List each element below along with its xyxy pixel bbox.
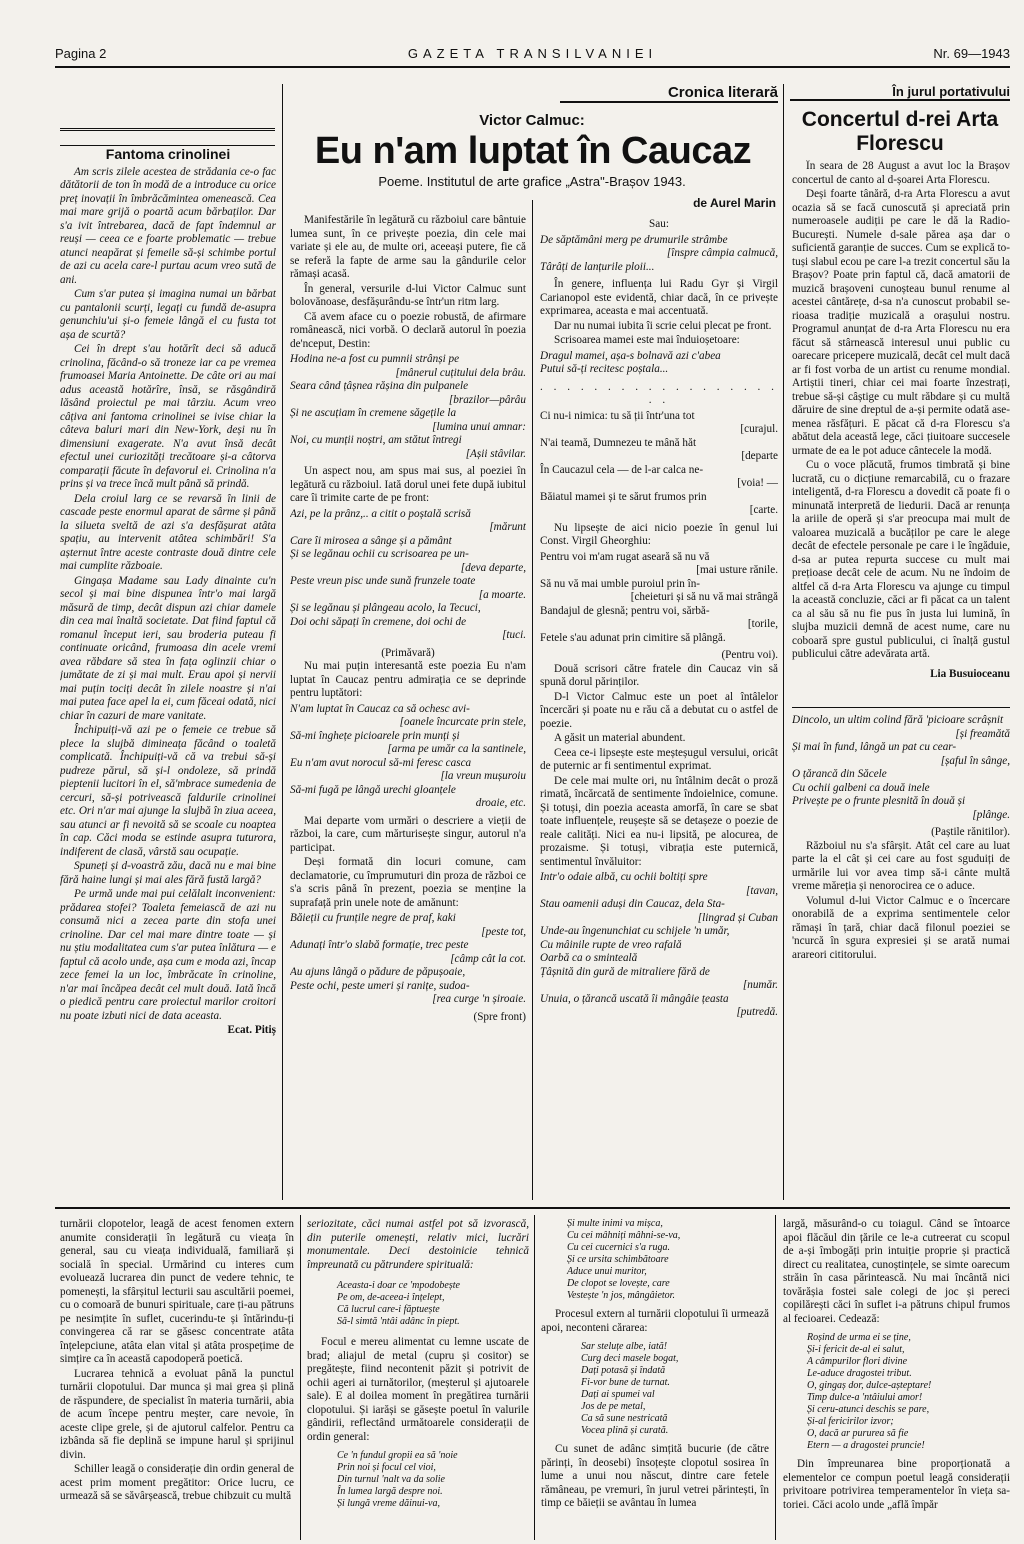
poem-excerpt: Dincolo, un ultim colind fără 'picioare scrâșnit [și freamătă Și mai în fund, lângă un pat cu cear- [șaful în sânge, O țărancă din Săcele Cu ochii galbeni ca două inele Privește pe o frunte plesnită în două și [plânge.	[792, 714, 1010, 821]
paragraph: turnării clopotelor, leagă de acest fenomen extern anumite considerații în legătură cu vieața în general, sau cu vieața individuală, familiară și socială în special. Urmărind cu interes cum evoluează lucrarea din punct de vedere tehnic, te pomenești, la sfârșitul lecturii sau ascultării poemei, cu o comoară de bunuri spirituale, care ți-au pătruns pe nesimțite în suflet, cucerindu-te și întărindu-ți convingerea că rar se găsesc concentrate atâta înțelepciune, atâta elan vital și atâta prospețime de simțire ca în această capodoperă poetică.	[60, 1218, 294, 1365]
cronica-col-2: Sau: De săptămâni merg pe drumurile strâmbe [înspre câmpia calmucă, Târâți de lanțurile ploii... În genere, influența lui Radu Gyr și Virgil Carianopol este evidentă, chiar dacă, în ce privește exprimarea, aceasta e mai accentuată. Dar nu numai iubita îi scrie celui plecat pe front. Scrisoarea mamei este mai înduioșetoare: Dragul mamei, așa-s bolnavă azi c'abea Putui să-ți recitesc poștala... . . . . . . . . . . . . . . . . . . . . Ci nu-i nimica: tu să ții într'una tot [curajul. N'ai teamă, Dumnezeu te mână hăt [departe În Caucazul cela — de l-ar calca ne- [voia! — Băiatul mamei și te sărut frumos prin [carte. Nu lipsește de aici nicio poezie în genul lui Const. Virgil Gheorghiu: Pentru voi m'am rugat aseară să nu vă [mai usture rănile. Să nu vă mai umble puroiul prin în- [cheieturi și să nu vă mai strângă Bandajul de glesnă; pentru voi, sărbă- [torile, Fetele s'au adunat prin cimitire să plângă. (Pentru voi). Două scrisori către fratele din Caucaz vin să spună dorul părinților. D-l Victor Calmuc este un poet al întâlelor încercări și poate nu e rău că a debutat cu o astfel de poezie. A găsit un material abundent. Ceea ce-i lipsește este meșteșugul versului, oricât de puternic ar fi sentimentul exprimat. De cele mai multe ori, nu întâlnim decât o proză rimată, încărcată de sentimente îndoielnice, comune. Și totuși, din poezia aceasta amorfă, în care se sbat toate influențele, reușește să se detașeze o poezie de reale calități. Nici ea nu-i lipsită, pe alocurea, de prozaisme. Și totuși, vibrația este puternică, sentimentul învăluitor: Intr'o odaie albă, cu ochii boltiți spre [tavan, Stau oamenii aduși din Caucaz, dela Sta- [lingrad și Cuban Unde-au îngenunchiat cu schijele 'n umăr, Cu mâinile rupte de vreo rafală Oarbă ca o sminteală Țâșnită din gură de mitraliere fără de [număr. Unuia, o țărancă uscată îi mângâie țeasta [putredă.	[540, 218, 778, 1018]
paragraph: Că avem aface cu o poezie robustă, de afirmare românească, nici vorbă. O declară autorul în poezia de'nceput, Destin:	[290, 310, 526, 350]
section-rule	[55, 1207, 1010, 1209]
paragraph: Ceea ce-i lipsește este meșteșugul versului, oricât de puternic ar fi sentimentul exprimat.	[540, 746, 778, 772]
paragraph: În genere, influența lui Radu Gyr și Virgil Carianopol este evidentă, chiar dacă, în ce privește exprimarea, aceasta e mai accentuată.	[540, 278, 778, 317]
paragraph: largă, măsurând-o cu toiagul. Când se întoarce apoi flăcăul din țările ce le-a cutreerat cu scopul de a-și îmbogăți prin intuiție proprie și practică direct cu realitatea, cunoștințele, se simte oarecum străin în casa părintească. Nu mai încântă nici tovărășia fostei sale colegi de joc și pereci copilărești căci în suflet i-a pătruns chipul frumos al fecioarei. Cedează:	[783, 1218, 1010, 1325]
paragraph: Volumul d-lui Victor Calmuc e o încercare onorabilă de a exprima sentimentele celor rămași în țară, chiar dacă filonul poeziei se 'ncurcă în sgura expresiei și se arată numai arareori cititorului.	[792, 894, 1010, 961]
continued-note: (Spre front)	[473, 1010, 526, 1023]
paragraph: Nu lipsește de aici nicio poezie în genul lui Const. Virgil Gheorghiu:	[540, 521, 778, 547]
page-header	[55, 46, 1010, 66]
article-concert	[792, 160, 1010, 1200]
article-title: Eu n'am luptat în Caucaz	[314, 130, 752, 172]
poem-excerpt: N'am luptat în Caucaz ca să ochesc avi- [oanele încurcate prin stele, Să-mi înghețe picioarele prin munți și [arma pe umăr ca la santinele, Eu n'am avut norocul să-mi feresc casca [la vreun mușuroiu Să-mi fugă pe lângă urechi gloanțele droaie, etc.	[290, 702, 526, 809]
column-divider	[300, 1215, 301, 1540]
paragraph: Schiller leagă o considerație din ordin general de acest prim moment pregătitor: Orice lucru, ce urmează să se săvârșească, trebue chibzuit cu multă	[60, 1463, 294, 1502]
paragraph: Cu o voce plăcută, frumos timbrată și bine lucrată, cu o dicțiune remarcabilă, cu o frazare inteligentă, d-ra Florescu a dovedit că poate fi o minunată interpretă de liedurii. Dacă ar renunța la ariile de operă și s'ar preocupa mai mult de valoarea muzicală a bucăților pe care le alege decât de efectele personale pe care i le îngăduie, d-sa ar putea repurta succese cu mult mai prețioase decât cele de acum. Nu ne îndoim de altfel că d-ra Arta Florescu va ajunge cu timpul la această concluzie, căci ar fi păcat ca un talent ca al său să nu fie pus în justa lui lumină, în slujba muzicii demnă de acest nume, care nu coboară spre gustul publicului, ci înalță gustul publicului către adevărata artă.	[792, 459, 1010, 660]
poem-excerpt: Ce 'n fundul gropii ea să 'noie Prin noi și focul cel vioi, Din turnul 'nalt va da solie În lumea largă despre noi. Și lungă vreme dăinui-va,	[337, 1450, 458, 1509]
cronica-col-1	[290, 214, 526, 1194]
paragraph: Dar nu numai iubita îi scrie celui plecat pe front.	[554, 319, 772, 332]
poem-title: (Pentru voi).	[721, 649, 778, 661]
paragraph: De cele mai multe ori, nu întâlnim decât o proză rimată, încărcată de sentimente îndoielnice, comune. Și totuși, din poezia aceasta amorfă, în care se sbat toate influențele, reușește să se detașeze o poezie de reale calități. Nici ea nu-i lipsită, pe alocurea, de prozaisme. Și totuși, vibrația este puternică, sentimentul învăluitor:	[540, 774, 778, 868]
paragraph: Spuneți și d-voastră zău, dacă nu e mai bine fără haine lungi și mai ales fără fustă largă?	[60, 860, 276, 886]
issue-number: Nr. 69—1943	[933, 46, 1010, 61]
paragraph: Nu mai puțin interesantă este poezia Eu n'am luptat în Caucaz pentru admirația ce se deprinde pentru luptători:	[290, 660, 526, 699]
poem-excerpt: Intr'o odaie albă, cu ochii boltiți spre [tavan, Stau oamenii aduși din Caucaz, dela Sta- [lingrad și Cuban Unde-au îngenunchiat cu schijele 'n umăr, Cu mâinile rupte de vreo rafală Oarbă ca o sminteală Țâșnită din gură de mitraliere fără de [număr. Unuia, o țărancă uscată îi mângâie țeasta [putredă.	[540, 871, 778, 1018]
section-heading: Cronica literară	[560, 84, 778, 103]
poem-excerpt: Aceasta-i doar ce 'mpodobește Pe om, de-aceea-i înțelept, Că lucrul care-i făptuește Să-l simtă 'ntâi adânc în piept.	[337, 1280, 460, 1327]
paragraph: În general, versurile d-lui Victor Calmuc sunt bolovănoase, desfășurându-se într'un ritm larg.	[290, 282, 526, 308]
page-number: Pagina 2	[55, 46, 107, 61]
paragraph: Două scrisori către fratele din Caucaz vin să spună dorul părinților.	[540, 662, 778, 688]
paragraph: Închipuiți-vă azi pe o femeie ce trebue să plece la slujbă dimineața făcând o toaletă complicată. Închipuiți-vă că va trebui să-și pudreze părul, să și-l ondoleze, să prindă pieptenii lucitori în el, să'mbrace sumedenia de cercuri, să-și potrivească faldurile crinolinei etc. Ori n'ar mai ajunge la slujbă în ziua aceea, sau atunci ar fi nevoită să se scoale cu noaptea în cap. Căci moda se estinde asupra tuturora, indiferent de clasă, vârstă sau ocupație.	[60, 724, 276, 858]
paragraph: seriozitate, căci numai astfel pot să izvorască, din puterile omenești, relativ mici, lucrări monumentale. Deci destoinicie tehnică împreunată cu pătrundere spirituală:	[307, 1218, 529, 1271]
poem-excerpt: Roșind de urma ei se ține, Și-i fericit de-al ei salut, A câmpurilor flori divine Le-aduce dragostei tribut. O, gingaș dor, dulce-așteptare! Timp dulce-a 'ntâiului amor! Și ceru-atunci deschis se pare, Și-al fericirilor izvor; O, dacă ar pururea să fie Etern — a dragostei pruncie!	[807, 1332, 932, 1451]
book-subtitle: Poeme. Institutul de arte grafice „Astra"-Brașov 1943.	[378, 174, 686, 189]
paragraph: Gingașa Madame sau Lady dinainte cu'n secol și mai bine dispunea într'o mai largă măsură de timp, decât dispun azi chiar damele din cea mai înaltă societate. Dat fiind faptul că romanul început ieri, sau broderia puteau fi continuate oricând, frumoasa din acele vremi avea răbdare să stea în fața oglinzii chiar o jumătate de zi și mai mult. Erau apoi și nervii mai puțin tociți decât în zilele noastre și n'ai mai putea face apel la ei, cum făceai odată, nici chiar în cazuri de mare vanitate.	[60, 574, 276, 722]
poem-excerpt: Azi, pe la prânz,.. a citit o poștală scrisă [mărunt Care îi mirosea a sânge și a pământ Și se legănau ochii cu scrisoarea pe un- [deva departe, Peste vreun pisc unde sună frunzele toate [a moarte. Și se legănau și plângeau acolo, la Tecuci, Doi ochi săpați în cremene, doi ochi de [tuci.	[290, 507, 526, 641]
paragraph: Lucrarea tehnică a evoluat până la punctul turnării clopotului. Dar munca și mai grea și plină de răspundere, de specialist în materia turnării, abia de acum începe pentru meșter, care nevoie, în aceste clipe grele, și de ajutorul calfelor. Pentru ca izbânda să fie deplină se impune harul și sprijinul divin.	[60, 1367, 294, 1461]
paragraph: A găsit un material abundent.	[554, 732, 686, 744]
poem-excerpt: Ci nu-i nimica: tu să ții într'una tot [curajul. N'ai teamă, Dumnezeu te mână hăt [departe În Caucazul cela — de l-ar calca ne- [voia! — Băiatul mamei și te sărut frumos prin [carte.	[540, 409, 778, 516]
article-title: Fantoma crinolinei	[105, 148, 231, 162]
poem-excerpt: Dragul mamei, așa-s bolnavă azi c'abea Putui să-ți recitesc poștala...	[540, 349, 721, 375]
poem-excerpt: Hodina ne-a fost cu pumnii strânși pe [mânerul cuțitului dela brâu. Seara când țâșnea rășina din pulpanele [brazilor—pârâu Și ne ascuțiam în cremene săgețile la [lumina unui amnar: Noi, cu munții noștri, am stătut întregi [Așii stâvilar.	[290, 353, 526, 460]
book-author: Victor Calmuc:	[479, 112, 585, 129]
paragraph: Procesul extern al turnării clopotului îi urmează apoi, neconteni cărarea:	[541, 1308, 769, 1334]
bottom-col-2	[307, 1218, 529, 1540]
paragraph: Scrisoarea mamei este mai înduioșetoare:	[554, 334, 740, 346]
header-rule	[55, 66, 1010, 68]
bottom-col-1	[60, 1218, 294, 1540]
paragraph: Mai departe vom urmări o descriere a vieții de război, la care, cum mărturisește singur, autorul n'a participat.	[290, 814, 526, 854]
poem-excerpt: De săptămâni merg pe drumurile strâmbe [înspre câmpia calmucă, Târâți de lanțurile ploii...	[540, 233, 778, 273]
bottom-col-4	[783, 1218, 1010, 1540]
poem-excerpt: Și multe inimi va mișca, Cu cei mâhniți mâhni-se-va, Cu cei cucernici s'a ruga. Și ce ursita schimbătoare Aduce unui muritor, De clopot se lovește, care Vestește 'n jos, mângâietor.	[567, 1218, 681, 1301]
section-heading: În jurul portativului	[790, 84, 1010, 101]
column-divider	[534, 1215, 535, 1540]
poem-title: (Paștile rănitilor).	[931, 826, 1010, 838]
bottom-col-3	[541, 1218, 769, 1540]
paragraph: Manifestările în legătură cu războiul care bântuie lumea sunt, în ce privește poezia, din cele mai variate și ele au, de multe ori, aceeași putere, fie că se referă la fapte de arme sau la gândurile celor rămași acasă.	[290, 214, 526, 280]
byline: de Aurel Marin	[693, 196, 776, 210]
article-title: Concertul d-rei Arta Florescu	[801, 108, 999, 155]
paragraph: Războiul nu s'a sfârșit. Atât cel care au luat parte la el cât și cei care au fost sguduiți de urmările lui vor avea timp să-i cânte multă vreme măreția și nenorocirea ce o aduce.	[792, 839, 1010, 892]
poem-excerpt: Pentru voi m'am rugat aseară să nu vă [mai usture rănile. Să nu vă mai umble puroiul prin în- [cheieturi și să nu vă mai strângă Bandajul de glesnă; pentru voi, sărbă- [torile, Fetele s'au adunat prin cimitire să plângă.	[540, 550, 778, 644]
paragraph: Un aspect nou, am spus mai sus, al poeziei în legătură cu războiul. Iată dorul unei fete după iubitul care îi trimite carte de pe front:	[290, 465, 526, 504]
paragraph: Deși formată din locuri comune, cam declamatorie, cu împrumuturi din proza de război ce s'a scris până în prezent, poezia se menține la suprafață prin unele note de amănunt:	[290, 856, 526, 909]
paragraph: În seara de 28 August a avut loc la Brașov concertul de canto al d-șoarei Arta Florescu.	[792, 160, 1010, 186]
paragraph: Am scris zilele acestea de strădania ce-o fac dătătorii de ton în modă de a introduce cu orice preț inovații în îmbrăcămintea omenească. Cea mai mare grijă o poartă acum bărbaților. Dar s'a ivit întrebarea, dacă de fapt îndemnul ar reuși — ceea ce e foarte problematic — trebue atunci neapărat și femeile să-și schimbe portul de azi cu acela care-l purtau acum vreo sută de ani.	[60, 165, 276, 286]
ornament-rule	[60, 128, 275, 146]
column-divider	[775, 1215, 776, 1540]
article-author: Lia Busuioceanu	[930, 667, 1010, 680]
newspaper-title: GAZETA TRANSILVANIEI	[407, 46, 658, 61]
paragraph: Cei în drept s'au hotărît deci să aducă crinolina, făcând-o să troneze iar ca pe vremea frumoasei Maria Antoinette. De câte ori au mai adus această hotărîre, însă, se răsgândiră lăsând proiectul pe mai târziu. Acum vreo câțiva ani fantoma crinolinei se ivise chiar la câteva baluri mari din New-York, deși nu în dimensiuni exagerate. N'a avut însă decât efectul unei curiozități trecătoare și-a câtorva comparații făcute în defavorul ei. Crinolina n'a prins și va trece încă mult până să prindă.	[60, 343, 276, 490]
separator-dots: . . . . . . . . . . . . . . . . . . . .	[540, 380, 778, 406]
poem-title: (Primăvară)	[381, 646, 435, 659]
paragraph: Pe urmă unde mai pui celălalt inconvenient: prădarea stofei? Toaleta femeiască de azi nu consumă nici a zecea parte din stofa unei crinoline. Dar cel mai mare dintre toate — și nu știu modalitatea cum s'ar putea înlătura — e faptul că acolo unde, așa cum e moda azi, încap zece femei la un loc, îmbrăcate în crinoline, n'ar mai încăpea decât cel mult două. Iată încă o piedică pentru care proiectul marilor croitori nu poate izbuti nici de data aceasta.	[60, 888, 276, 1022]
paragraph: Cum s'ar putea și imagina numai un bărbat cu pantalonii scurți, legați cu fundă de-asupra genunchiu'ui și-o femeie lângă el cu fusta tot așa de scurtă?	[60, 288, 276, 341]
article-fantoma	[60, 148, 276, 1200]
paragraph: Dela croiul larg ce se revarsă în linii de cascade peste enormul aparat de sârme și până la silueta sveltă de azi s'a desfășurat atâta spațiu, au intervenit atâtea schimbări! S'a așternut între aceste contraste două dintre cele mai cumplite războaie.	[60, 492, 276, 572]
column-divider	[783, 84, 784, 1200]
poem-excerpt: Sar steluțe albe, iată! Curg deci masele bogat, Dați potasă și îndată Fi-vor bune de turnat. Dați ai spumei val Jos de pe metal, Ca să sune nestricată Vocea plină și curată.	[581, 1341, 679, 1436]
article-author: Ecat. Pitiș	[227, 1024, 276, 1036]
poem-excerpt: Băieții cu frunțile negre de praf, kaki [peste tot, Adunați într'o slabă formație, trec peste [câmp cât la cot. Au ajuns lângă o pădure de păpușoaie, Peste ochi, peste umeri și ranițe, sudoa- [rea curge 'n șiroaie.	[290, 912, 526, 1005]
paragraph: D-l Victor Calmuc este un poet al întâlelor încercări și poate nu e rău că a debutat cu o astfel de poezie.	[540, 690, 778, 730]
paragraph: Focul e mereu alimentat cu lemne uscate de brad; aliajul de metal (cupru și cositor) se pregătește, fiind necontenit păzit și potrivit de ochii ageri ai turnătorilor, (meșterul și ajutoarele sale). E al doilea moment în pregătirea turnării clopotului. Și iarăși se găsește poetul în valurile gândirii, reflectând următoarele considerații de ordin general:	[307, 1336, 529, 1443]
paragraph: Cu sunet de adânc simțită bucurie (de către părinți, în deosebi) însoțește clopotul sosirea în lume a unui nou născut, dintre care fetele rămâneau, pe vremuri, în jurul vetrei părintești, în timp ce băieții se avântau în lumea	[541, 1443, 769, 1509]
paragraph: Deși foarte tânără, d-ra Arta Florescu a avut ocazia să se facă cunoscută și apreciată prin numeroasele audiții pe care le dă la Radio-București. Numele d-sale părea așa dar o suficientă garanție de succes. Cum se explică totuși slabul ecou pe care l-a trezit concertul său la Brașov? Poate prin faptul că, dacă amatorii de muzică brașoveni cunoșteau bunul renume al acestei cântărețe, d-sa n'a cunoscut probabil serioasa tradiție muzicală a orașului nostru. Programul anunțat de d-ra Arta Florescu nu era făcut să stârnească interesul unui public cu oarecare pricepere muzicală, decât cel mult dacă ar fi fost vorba de un artist cu renume mondial. Artiștii tineri, chiar cei mai foarte înzestrați, trebue să-și câștige cu mult răbdare și cu multă dăruire de sine dreptul de a-și permite odată asemenea răsfățuri. E păcat că d-ra Florescu s'a abătut dela această lege, căci țiuitoare succesele urmate de ea le pot aduce cântecele la modă.	[792, 188, 1010, 457]
column-divider	[532, 200, 533, 1200]
paragraph: Din împreunarea bine proporționată a elementelor ce compun poetul leagă considerații privitoare potrivirea temperamentelor în vieța satoriei. Căci acolo unde „află împăr	[783, 1458, 1010, 1511]
column-divider	[282, 84, 283, 1200]
